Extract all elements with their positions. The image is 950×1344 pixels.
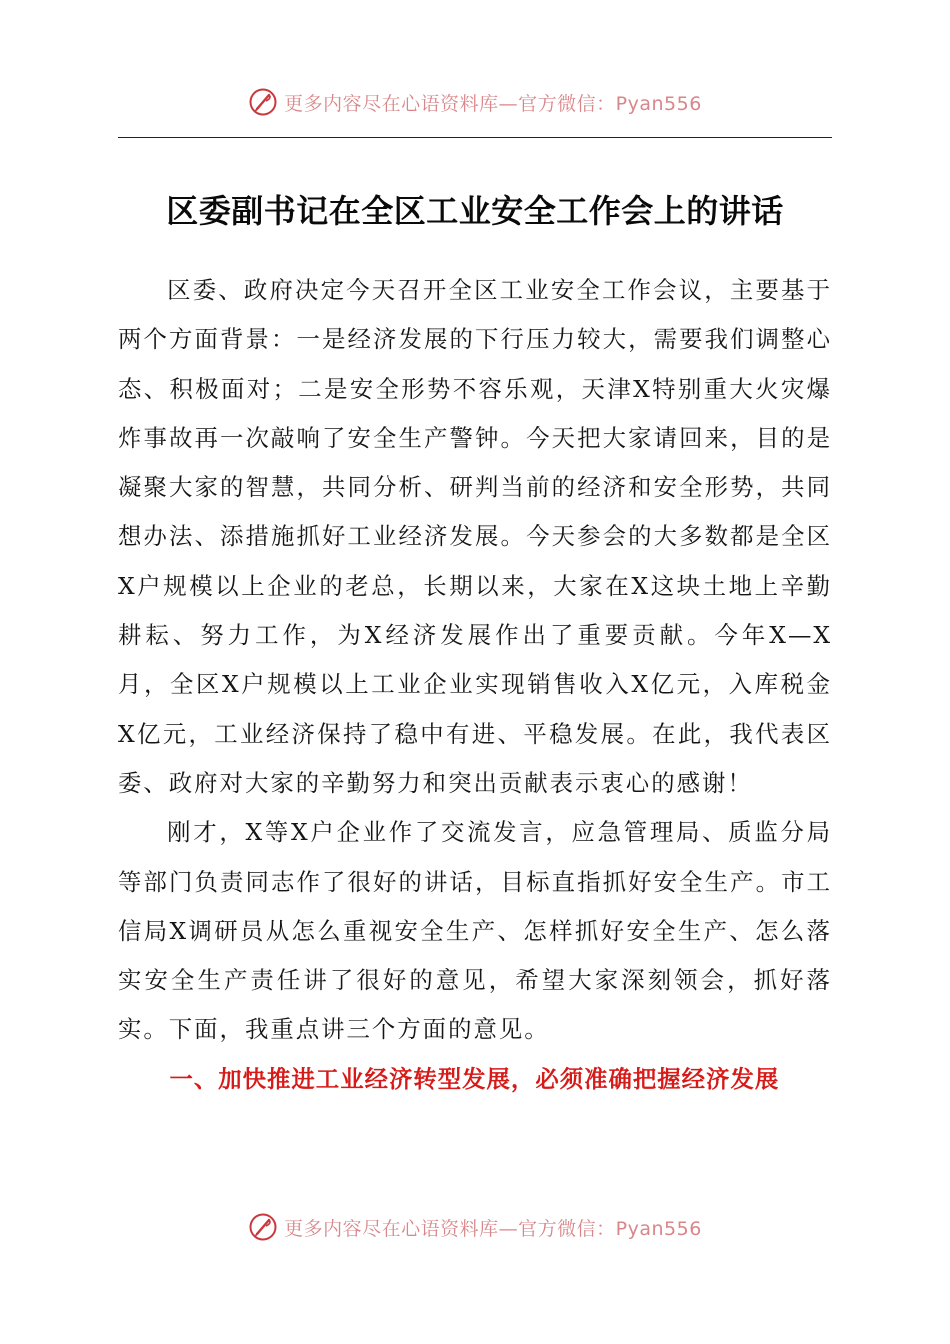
document-body: [118, 266, 832, 1104]
header-divider: [118, 137, 832, 138]
quill-pen-logo-icon: [248, 1212, 278, 1242]
body-paragraph: 刚才，X等X户企业作了交流发言，应急管理局、质监分局等部门负责同志作了很好的讲话，目标直指抓好安全生产。市工信局X调研员从怎么重视安全生产、怎样抓好安全生产、怎么落实安全生产责任讲了很好的意见，希望大家深刻领会，抓好落实。下面，我重点讲三个方面的意见。: [118, 818, 832, 1044]
header-watermark: [0, 82, 950, 122]
watermark-wechat-id: Pyan556: [615, 92, 702, 115]
document-title: 区委副书记在全区工业安全工作会上的讲话: [166, 192, 784, 230]
section-heading: 一、加快推进工业经济转型发展，必须准确把握经济发展: [169, 1064, 780, 1093]
watermark-text: [284, 89, 702, 116]
watermark-text: [284, 1214, 702, 1241]
watermark-wechat-id: Pyan556: [615, 1217, 702, 1240]
body-paragraph: 区委、政府决定今天召开全区工业安全工作会议，主要基于两个方面背景：一是经济发展的下行压力较大，需要我们调整心态、积极面对；二是安全形势不容乐观，天津X特别重大火灾爆炸事故再一次敲响了安全生产警钟。今天把大家请回来，目的是凝聚大家的智慧，共同分析、研判当前的经济和安全形势，共同想办法、添措施抓好工业经济发展。今天参会的大多数都是全区X户规模以上企业的老总，长期以来，大家在X这块土地上辛勤耕耘、努力工作，为X经济发展作出了重要贡献。今年X—X月，全区X户规模以上工业企业实现销售收入X亿元，入库税金X亿元，工业经济保持了稳中有进、平稳发展。在此，我代表区委、政府对大家的辛勤努力和突出贡献表示衷心的感谢！: [118, 276, 832, 797]
watermark-label: 更多内容尽在心语资料库—官方微信：: [284, 92, 616, 115]
watermark-label: 更多内容尽在心语资料库—官方微信：: [284, 1217, 616, 1240]
quill-pen-logo-icon: [248, 87, 278, 117]
footer-watermark: [0, 1207, 950, 1247]
